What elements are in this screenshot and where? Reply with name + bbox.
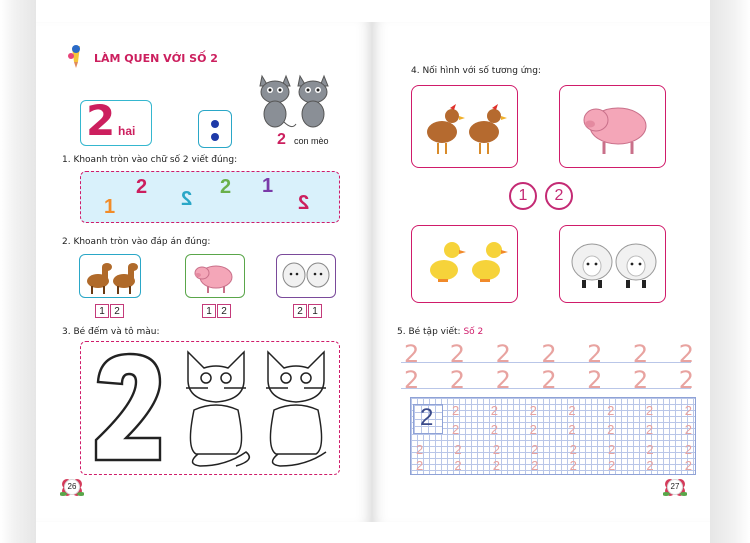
page-number-left: 26 xyxy=(64,479,80,495)
sheep-illustration-right xyxy=(560,226,664,302)
trace-digit: 2 xyxy=(632,340,649,368)
page-edge-left xyxy=(0,0,36,543)
sheep-card-right[interactable] xyxy=(559,225,666,303)
task1-glyph-mirrored[interactable]: 2 xyxy=(181,188,193,210)
pig-illustration xyxy=(186,255,244,297)
pig-card xyxy=(185,254,245,298)
sheep-illustration xyxy=(277,255,335,297)
task3-instruction: 3. Bé đếm và tô màu: xyxy=(62,327,160,337)
answer-box[interactable]: 1 xyxy=(308,304,322,318)
grid-trace-row xyxy=(416,458,692,473)
grid-trace-digit: 2 xyxy=(416,442,424,457)
number-card-digit: 2 xyxy=(86,96,116,145)
grid-trace-digit: 2 xyxy=(531,442,539,457)
grid-trace-digit: 2 xyxy=(568,422,576,437)
tracing-row[interactable] xyxy=(404,366,694,394)
horses-illustration xyxy=(80,255,140,297)
trace-digit: 2 xyxy=(587,340,603,368)
cat-count-digit: 2 xyxy=(277,131,286,148)
grid-trace-digit: 2 xyxy=(607,422,615,437)
answer-box[interactable]: 1 xyxy=(202,304,216,318)
grid-example-digit: 2 xyxy=(420,404,434,431)
task5-highlight: Số 2 xyxy=(463,327,484,337)
task1-glyph[interactable]: 2 xyxy=(220,176,232,198)
chickens-card[interactable] xyxy=(411,85,518,168)
task1-instruction: 1. Khoanh tròn vào chữ số 2 viết đúng: xyxy=(62,155,238,165)
grid-trace-digit: 2 xyxy=(607,403,615,418)
trace-digit: 2 xyxy=(404,340,420,368)
number-card-word: hai xyxy=(118,124,136,138)
trace-digit: 2 xyxy=(587,366,603,394)
grid-trace-digit: 2 xyxy=(454,458,462,473)
ducklings-card[interactable] xyxy=(411,225,518,303)
grid-trace-row xyxy=(452,422,692,437)
trace-digit: 2 xyxy=(449,340,466,368)
grid-trace-digit: 2 xyxy=(492,458,501,473)
grid-trace-digit: 2 xyxy=(646,442,654,457)
trace-digit: 2 xyxy=(678,366,694,394)
grid-trace-digit: 2 xyxy=(452,403,460,418)
grid-trace-digit: 2 xyxy=(492,442,501,457)
ducklings-illustration xyxy=(412,226,516,302)
grid-trace-row xyxy=(416,442,692,457)
page-title: LÀM QUEN VỚI SỐ 2 xyxy=(94,52,218,65)
choice-number-1[interactable]: 1 xyxy=(509,182,537,210)
grid-trace-digit: 2 xyxy=(607,458,616,473)
two-cats-illustration xyxy=(256,70,336,136)
dots-card xyxy=(198,110,232,148)
coloring-outlines[interactable] xyxy=(86,348,336,470)
grid-trace-digit: 2 xyxy=(452,422,460,437)
grid-trace-digit: 2 xyxy=(645,403,654,418)
grid-trace-row xyxy=(452,403,692,418)
task1-glyph[interactable]: 1 xyxy=(104,196,116,218)
grid-trace-digit: 2 xyxy=(568,403,576,418)
trace-digit: 2 xyxy=(632,366,649,394)
grid-trace-digit: 2 xyxy=(646,458,654,473)
pencil-mascot-icon xyxy=(64,44,90,74)
grid-trace-digit: 2 xyxy=(569,442,577,457)
pig-card-right[interactable] xyxy=(559,85,666,168)
task1-glyph[interactable]: 1 xyxy=(262,175,274,197)
grid-trace-digit: 2 xyxy=(684,403,692,418)
grid-trace-digit: 2 xyxy=(684,422,692,437)
grid-trace-digit: 2 xyxy=(531,458,539,473)
trace-digit: 2 xyxy=(541,366,557,394)
grid-trace-digit: 2 xyxy=(490,422,499,437)
chickens-illustration xyxy=(412,86,516,166)
answer-box[interactable]: 2 xyxy=(293,304,307,318)
grid-trace-digit: 2 xyxy=(684,458,692,473)
page-edge-right xyxy=(710,0,750,543)
task4-instruction: 4. Nối hình với số tương ứng: xyxy=(411,66,541,76)
grid-trace-digit: 2 xyxy=(454,442,462,457)
grid-trace-digit: 2 xyxy=(684,442,692,457)
grid-trace-digit: 2 xyxy=(569,458,577,473)
tracing-row[interactable] xyxy=(404,340,694,368)
trace-digit: 2 xyxy=(495,366,511,394)
grid-trace-digit: 2 xyxy=(529,403,537,418)
grid-trace-digit: 2 xyxy=(645,422,654,437)
trace-digit: 2 xyxy=(541,340,557,368)
grid-trace-digit: 2 xyxy=(529,422,537,437)
horses-card xyxy=(79,254,141,298)
task1-glyph-mirrored[interactable]: 2 xyxy=(298,192,310,214)
answer-box[interactable]: 2 xyxy=(110,304,124,318)
trace-digit: 2 xyxy=(678,340,694,368)
grid-trace-digit: 2 xyxy=(607,442,616,457)
cat-count-label: con mèo xyxy=(294,136,329,146)
sheep-card xyxy=(276,254,336,298)
pig-illustration-right xyxy=(560,86,664,166)
task5-label: 5. Bé tập viết: xyxy=(397,327,464,337)
task2-instruction: 2. Khoanh tròn vào đáp án đúng: xyxy=(62,237,211,247)
task1-glyph[interactable]: 2 xyxy=(136,176,148,198)
trace-digit: 2 xyxy=(449,366,466,394)
trace-digit: 2 xyxy=(404,366,420,394)
task5-instruction xyxy=(397,327,483,337)
grid-trace-digit: 2 xyxy=(416,458,424,473)
page-number-right: 27 xyxy=(667,479,683,495)
choice-number-2[interactable]: 2 xyxy=(545,182,573,210)
answer-box[interactable]: 2 xyxy=(217,304,231,318)
answer-box[interactable]: 1 xyxy=(95,304,109,318)
grid-trace-digit: 2 xyxy=(490,403,499,418)
trace-digit: 2 xyxy=(495,340,511,368)
